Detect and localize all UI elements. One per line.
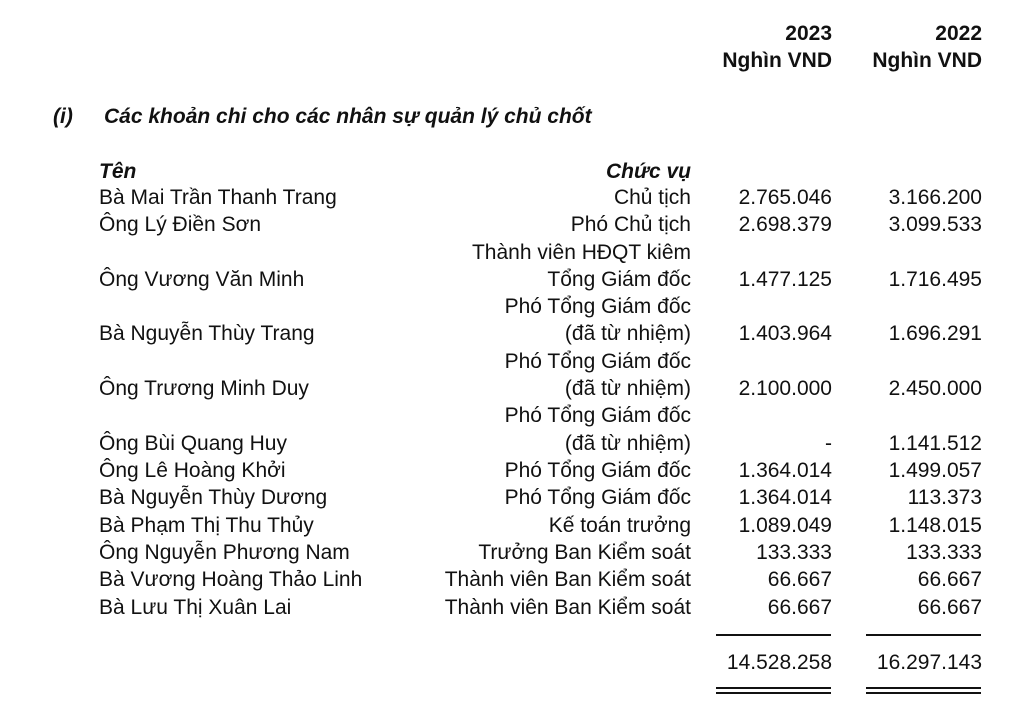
amount-2023: 66.667 [767, 595, 832, 619]
person-position [472, 239, 691, 294]
total-double-rule-2023-bottom [716, 692, 831, 694]
person-name: Bà Lưu Thị Xuân Lai [99, 595, 292, 619]
position-line: (đã từ nhiệm) [564, 377, 691, 401]
amount-2022: 3.166.200 [888, 186, 982, 209]
position-line: Phó Tổng Giám đốc [504, 404, 691, 428]
table-row [0, 293, 1020, 348]
amount-2022: 2.450.000 [888, 377, 982, 401]
amount-2022: 1.499.057 [888, 459, 982, 482]
amount-2022: 1.148.015 [888, 513, 982, 537]
subtotal-rule-2022 [866, 634, 981, 636]
person-name: Bà Nguyễn Thùy Trang [99, 322, 315, 346]
position-line: Phó Tổng Giám đốc [504, 295, 691, 319]
column-header-position: Chức vụ [605, 160, 691, 183]
unit-2022-header: Nghìn VND [872, 49, 982, 72]
amount-2023: 1.364.014 [738, 486, 832, 510]
total-double-rule-2022-bottom [866, 692, 981, 694]
position-line: Phó Tổng Giám đốc [504, 459, 691, 482]
person-position [549, 512, 691, 539]
section-title: Các khoản chi cho các nhân sự quản lý chủ chốt [104, 105, 592, 128]
total-2022: 16.297.143 [876, 651, 982, 674]
table-row [0, 211, 1020, 238]
position-line: Thành viên HĐQT kiêm [471, 240, 691, 264]
person-name: Bà Mai Trần Thanh Trang [99, 186, 337, 209]
table-row [0, 457, 1020, 484]
person-position [505, 348, 691, 403]
person-position [571, 211, 691, 238]
person-position [614, 184, 691, 211]
amount-2022: 1.716.495 [888, 267, 982, 291]
person-position [445, 594, 691, 621]
subtotal-rule-2023 [716, 634, 831, 636]
table-row [0, 402, 1020, 457]
person-name: Ông Lê Hoàng Khởi [99, 459, 286, 482]
amount-2022: 1.141.512 [888, 431, 982, 455]
year-2022-header: 2022 [935, 22, 982, 45]
person-name: Bà Vương Hoàng Thảo Linh [99, 568, 363, 592]
position-line: Phó Chủ tịch [570, 213, 691, 237]
person-name: Ông Bùi Quang Huy [99, 431, 287, 455]
amount-2023: 1.089.049 [738, 513, 832, 537]
person-position [505, 484, 691, 511]
column-header-name: Tên [99, 160, 137, 183]
year-2023-header: 2023 [785, 22, 832, 45]
position-line: (đã từ nhiệm) [564, 431, 691, 455]
total-double-rule-2023-top [716, 687, 831, 689]
person-position [478, 539, 691, 566]
position-line: Phó Tổng Giám đốc [504, 486, 691, 510]
table-row [0, 348, 1020, 403]
unit-2023-header: Nghìn VND [722, 49, 832, 72]
position-line: Phó Tổng Giám đốc [504, 349, 691, 373]
total-2023: 14.528.258 [726, 651, 832, 674]
amount-2023: 2.765.046 [738, 186, 832, 209]
person-name: Ông Vương Văn Minh [99, 267, 305, 291]
table-row [0, 539, 1020, 566]
amount-2022: 133.333 [906, 540, 982, 564]
amount-2023: 133.333 [756, 540, 832, 564]
person-name: Bà Phạm Thị Thu Thủy [99, 513, 314, 537]
person-name: Ông Trương Minh Duy [99, 377, 309, 401]
person-position [505, 293, 691, 348]
amount-2022: 1.696.291 [888, 322, 982, 346]
amount-2022: 66.667 [917, 595, 982, 619]
amount-2023: 1.477.125 [738, 267, 832, 291]
amount-2022: 3.099.533 [888, 213, 982, 237]
table-row [0, 184, 1020, 211]
position-line: Thành viên Ban Kiểm soát [444, 595, 691, 619]
table-row [0, 239, 1020, 294]
amount-2023: 66.667 [767, 568, 832, 592]
table-row [0, 594, 1020, 621]
amount-2022: 66.667 [917, 568, 982, 592]
amount-2022: 113.373 [907, 486, 982, 510]
person-name: Ông Nguyễn Phương Nam [99, 540, 350, 564]
table-row [0, 566, 1020, 593]
person-name: Bà Nguyễn Thùy Dương [99, 486, 328, 510]
person-name: Ông Lý Điền Sơn [99, 213, 262, 237]
section-number: (i) [53, 105, 73, 128]
position-line: Tổng Giám đốc [547, 267, 691, 291]
person-position [445, 566, 691, 593]
table-row [0, 484, 1020, 511]
amount-2023: 2.100.000 [738, 377, 832, 401]
person-position [505, 457, 691, 484]
total-double-rule-2022-top [866, 687, 981, 689]
table-row [0, 512, 1020, 539]
amount-2023: 1.364.014 [738, 459, 832, 482]
position-line: Kế toán trưởng [548, 513, 691, 537]
amount-2023: 1.403.964 [738, 322, 832, 346]
amount-2023: 2.698.379 [738, 213, 832, 237]
person-position [505, 402, 691, 457]
position-line: Chủ tịch [613, 186, 691, 209]
position-line: (đã từ nhiệm) [564, 322, 691, 346]
position-line: Trưởng Ban Kiểm soát [478, 540, 691, 564]
amount-2023: - [825, 431, 832, 455]
position-line: Thành viên Ban Kiểm soát [444, 568, 691, 592]
